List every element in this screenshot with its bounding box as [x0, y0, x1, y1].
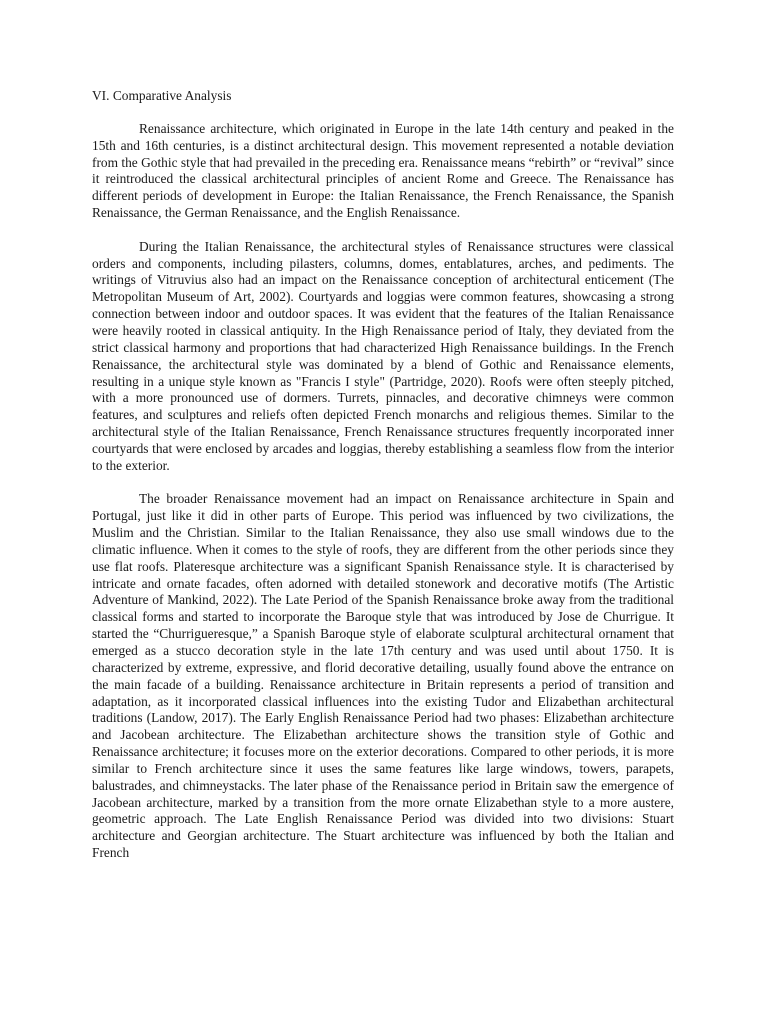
paragraph-italian-french-renaissance: During the Italian Renaissance, the architectural styles of Renaissance structures were classical orders and components, including pilasters, columns, domes, entablatures, arches, and pediments. The writings of Vitruvius also had an impact on the Renaissance conception of architectural enticement (The Metropolitan Museum of Art, 2002). Courtyards and loggias were common features, showcasing a strong connection between indoor and outdoor spaces. It was evident that the features of the Italian Renaissance were heavily rooted in classical antiquity. In the High Renaissance period of Italy, they deviated from the strict classical harmony and proportions that had characterized High Renaissance buildings. In the French Renaissance, the architectural style was dominated by a blend of Gothic and Renaissance elements, resulting in a unique style known as "Francis I style" (Partridge, 2020). Roofs were often steeply pitched, with a more pronounced use of dormers. Turrets, pinnacles, and decorative chimneys were common features, and sculptures and reliefs often depicted French monarchs and religious themes. Similar to the architectural style of the Italian Renaissance, French Renaissance structures frequently incorporated inner courtyards that were enclosed by arcades and loggias, thereby establishing a seamless flow from the interior to the exterior. — [92, 238, 674, 473]
document-body — [92, 88, 674, 879]
section-heading: VI. Comparative Analysis — [92, 88, 232, 103]
paragraph-introduction: Renaissance architecture, which originated in Europe in the late 14th century and peaked in the 15th and 16th centuries, is a distinct architectural design. This movement represented a notable deviation from the Gothic style that had prevailed in the preceding era. Renaissance means “rebirth” or “revival” since it reintroduced the classical architectural principles of ancient Rome and Greece. The Renaissance has different periods of development in Europe: the Italian Renaissance, the French Renaissance, the Spanish Renaissance, the German Renaissance, and the English Renaissance. — [92, 120, 674, 221]
paragraph-spanish-english-renaissance: The broader Renaissance movement had an impact on Renaissance architecture in Spain and Portugal, just like it did in other parts of Europe. This period was influenced by two civilizations, the Muslim and the Christian. Similar to the Italian Renaissance, they also use small windows due to the climatic influence. When it comes to the style of roofs, they are different from the other periods since they use flat roofs. Plateresque architecture was a significant Spanish Renaissance style. It is characterised by intricate and ornate facades, often adorned with detailed stonework and decorative motifs (The Artistic Adventure of Mankind, 2022). The Late Period of the Spanish Renaissance broke away from the traditional classical forms and started to incorporate the Baroque style that was introduced by Jose de Churrigue. It started the “Churrigueresque,” a Spanish Baroque style of elaborate sculptural architectural ornament that emerged as a stucco decoration style in the late 17th century and was used until about 1750. It is characterized by extreme, expressive, and florid decorative detailing, usually found above the entrance on the main facade of a building. Renaissance architecture in Britain represents a period of transition and adaptation, as it incorporated classical influences into the existing Tudor and Elizabethan architectural traditions (Landow, 2017). The Early English Renaissance Period had two phases: Elizabethan architecture and Jacobean architecture. The Elizabethan architecture shows the transition style of Gothic and Renaissance architecture; it focuses more on the exterior decorations. Compared to other periods, it is more similar to French architecture since it uses the same features like large windows, towers, parapets, balustrades, and chimneystacks. The later phase of the Renaissance period in Britain saw the emergence of Jacobean architecture, marked by a transition from the more ornate Elizabethan style to a more austere, geometric approach. The Late English Renaissance Period was divided into two divisions: Stuart architecture and Georgian architecture. The Stuart architecture was influenced by both the Italian and French — [92, 491, 674, 861]
